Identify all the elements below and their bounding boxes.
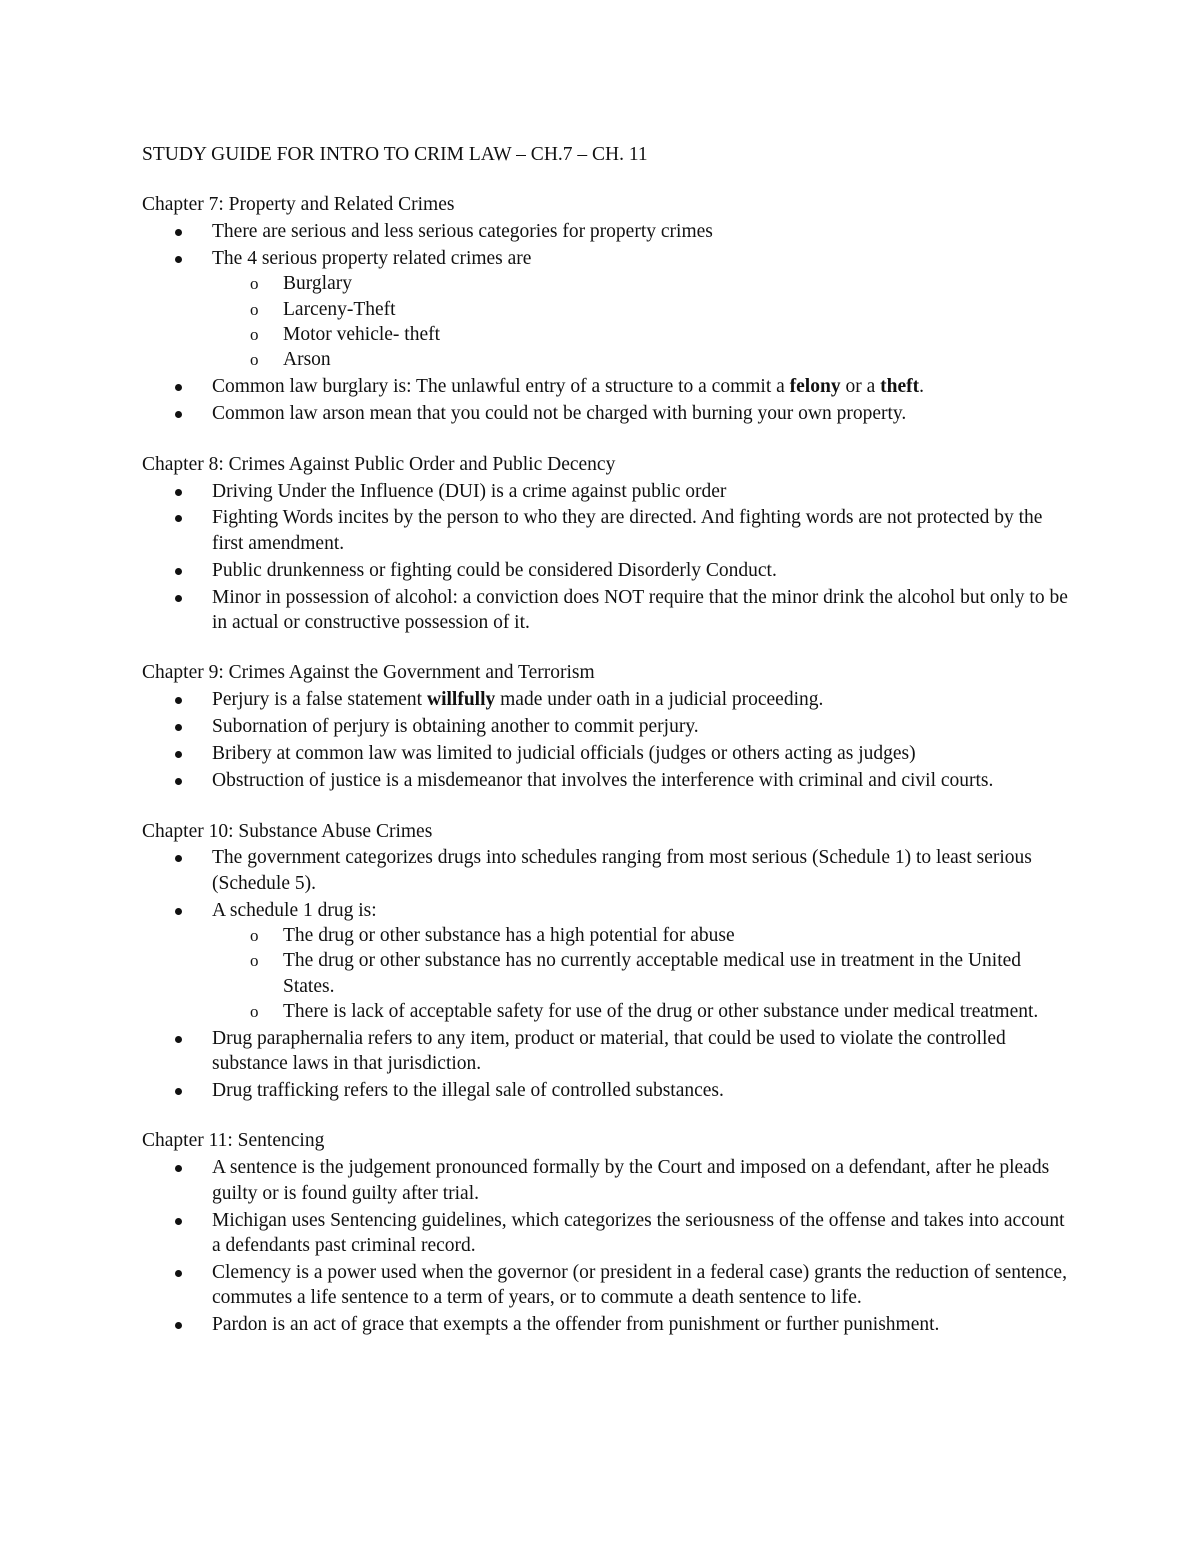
sub-bullet-text: Burglary: [283, 273, 352, 295]
bullet-text: Subornation of perjury is obtaining another to commit perjury.: [212, 716, 699, 738]
bullet-text: [212, 376, 924, 397]
chapter-heading: Chapter 9: Crimes Against the Government and Terrorism: [142, 662, 595, 684]
bullet-item: [142, 1312, 1072, 1337]
bullet-icon: [175, 489, 182, 496]
bullet-list: [142, 219, 1072, 426]
bullet-list: [142, 1155, 1072, 1337]
bullet-icon: [175, 568, 182, 575]
document-page: [142, 142, 1072, 1363]
circle-bullet-icon: o: [250, 350, 259, 370]
bullet-item: [142, 768, 1072, 793]
sub-bullet-list: [212, 923, 1072, 1024]
bullet-icon: [175, 751, 182, 758]
bullet-list: [142, 845, 1072, 1103]
bullet-icon: [175, 1165, 182, 1172]
bullet-item: [142, 1155, 1072, 1206]
chapter-section: [142, 1128, 1072, 1337]
sub-bullet-text: Larceny-Theft: [283, 298, 396, 320]
bullet-icon: [175, 908, 182, 915]
bullet-text: Pardon is an act of grace that exempts a the offender from punishment or further punishment.: [212, 1313, 940, 1335]
bullet-icon: [175, 1322, 182, 1329]
sub-bullet-item: [212, 347, 1072, 372]
bullet-item: [142, 585, 1072, 636]
bullet-icon: [175, 1270, 182, 1277]
sub-bullet-item: [212, 322, 1072, 347]
bullet-text: Driving Under the Influence (DUI) is a crime against public order: [212, 480, 727, 502]
sub-bullet-text: Motor vehicle- theft: [283, 323, 441, 345]
text-run: Common law burglary is: The unlawful entry of a structure to a commit a: [212, 376, 790, 398]
sub-bullet-text: Arson: [283, 349, 331, 371]
sub-bullet-item: [212, 271, 1072, 296]
chapter-heading: Chapter 10: Substance Abuse Crimes: [142, 820, 433, 842]
bullet-item: [142, 558, 1072, 583]
sub-bullet-item: [212, 297, 1072, 322]
chapter-section: [142, 192, 1072, 426]
chapter-heading: Chapter 8: Crimes Against Public Order and Public Decency: [142, 453, 616, 475]
bullet-icon: [175, 595, 182, 602]
bullet-item: [142, 845, 1072, 896]
sub-bullet-text: The drug or other substance has a high potential for abuse: [283, 924, 735, 946]
circle-bullet-icon: o: [250, 951, 259, 971]
bullet-icon: [175, 1088, 182, 1095]
bullet-icon: [175, 697, 182, 704]
bullet-text: Fighting Words incites by the person to who they are directed. And fighting words are not protected by the first amendment.: [212, 507, 1043, 554]
sub-bullet-item: [212, 999, 1072, 1024]
chapter-section: [142, 452, 1072, 635]
bullet-item: [142, 374, 1072, 399]
bullet-icon: [175, 515, 182, 522]
bold-term: felony: [789, 376, 841, 398]
bullet-icon: [175, 1218, 182, 1225]
bullet-icon: [175, 778, 182, 785]
bullet-item: [142, 1078, 1072, 1103]
circle-bullet-icon: o: [250, 1001, 259, 1021]
bullet-item: [142, 505, 1072, 556]
bullet-item: [142, 246, 1072, 372]
sub-bullet-text: The drug or other substance has no currently acceptable medical use in treatment in the United States.: [283, 950, 1022, 997]
bullet-item: [142, 741, 1072, 766]
bullet-item: [142, 479, 1072, 504]
bullet-list: [142, 687, 1072, 793]
bullet-text: Drug paraphernalia refers to any item, product or material, that could be used to violate the controlled substance laws in that jurisdiction.: [212, 1027, 1006, 1074]
bullet-icon: [175, 229, 182, 236]
sub-bullet-text: There is lack of acceptable safety for use of the drug or other substance under medical treatment.: [283, 1000, 1039, 1022]
bullet-item: [142, 898, 1072, 1024]
text-run: or a: [840, 376, 881, 398]
bullet-icon: [175, 855, 182, 862]
sub-bullet-item: [212, 948, 1072, 999]
bullet-item: [142, 1208, 1072, 1259]
bullet-text: The 4 serious property related crimes are: [212, 248, 532, 270]
bullet-text: There are serious and less serious categories for property crimes: [212, 221, 713, 243]
bullet-list: [142, 479, 1072, 636]
circle-bullet-icon: o: [250, 324, 259, 344]
bullet-text: The government categorizes drugs into schedules ranging from most serious (Schedule 1) to least serious (Schedule 5).: [212, 847, 1032, 894]
chapter-heading: Chapter 7: Property and Related Crimes: [142, 194, 455, 216]
circle-bullet-icon: o: [250, 925, 259, 945]
chapter-heading: Chapter 11: Sentencing: [142, 1130, 325, 1152]
bullet-text: A schedule 1 drug is:: [212, 899, 377, 921]
bullet-text: Drug trafficking refers to the illegal sale of controlled substances.: [212, 1079, 724, 1101]
chapter-section: [142, 819, 1072, 1104]
circle-bullet-icon: o: [250, 274, 259, 294]
bullet-icon: [175, 256, 182, 263]
bullet-text: Michigan uses Sentencing guidelines, which categorizes the seriousness of the offense and takes into account a defendants past criminal record.: [212, 1209, 1065, 1256]
bullet-text: Minor in possession of alcohol: a conviction does NOT require that the minor drink the alcohol but only to be in actual or constructive possession of it.: [212, 586, 1068, 633]
text-run: .: [919, 376, 924, 398]
bullet-icon: [175, 384, 182, 391]
bullet-text: Clemency is a power used when the governor (or president in a federal case) grants the reduction of sentence, commutes a life sentence to a term of years, or to commute a death sentence to life.: [212, 1261, 1067, 1309]
bullet-item: [142, 714, 1072, 739]
bullet-item: [142, 1260, 1072, 1311]
bullet-icon: [175, 724, 182, 731]
bullet-text: Public drunkenness or fighting could be considered Disorderly Conduct.: [212, 559, 777, 581]
chapters-container: [142, 192, 1072, 1337]
sub-bullet-item: [212, 923, 1072, 948]
chapter-section: [142, 660, 1072, 793]
bullet-item: [142, 401, 1072, 426]
bullet-text: Common law arson mean that you could not be charged with burning your own property.: [212, 403, 907, 425]
bullet-icon: [175, 411, 182, 418]
bullet-text: A sentence is the judgement pronounced formally by the Court and imposed on a defendant, after he pleads guilty or is found guilty after trial.: [212, 1157, 1050, 1204]
text-run: Perjury is a false statement: [212, 689, 427, 711]
circle-bullet-icon: o: [250, 299, 259, 319]
bold-term: theft: [880, 376, 920, 398]
bullet-text: [212, 689, 823, 710]
document-title: STUDY GUIDE FOR INTRO TO CRIM LAW – CH.7 – CH. 11: [142, 144, 648, 165]
bullet-icon: [175, 1036, 182, 1043]
bullet-item: [142, 219, 1072, 244]
bullet-item: [142, 687, 1072, 712]
sub-bullet-list: [212, 271, 1072, 372]
text-run: made under oath in a judicial proceeding.: [495, 689, 824, 711]
bold-term: willfully: [426, 689, 496, 711]
bullet-text: Obstruction of justice is a misdemeanor that involves the interference with criminal and civil courts.: [212, 769, 994, 791]
bullet-item: [142, 1026, 1072, 1077]
bullet-text: Bribery at common law was limited to judicial officials (judges or others acting as judges): [212, 743, 916, 765]
